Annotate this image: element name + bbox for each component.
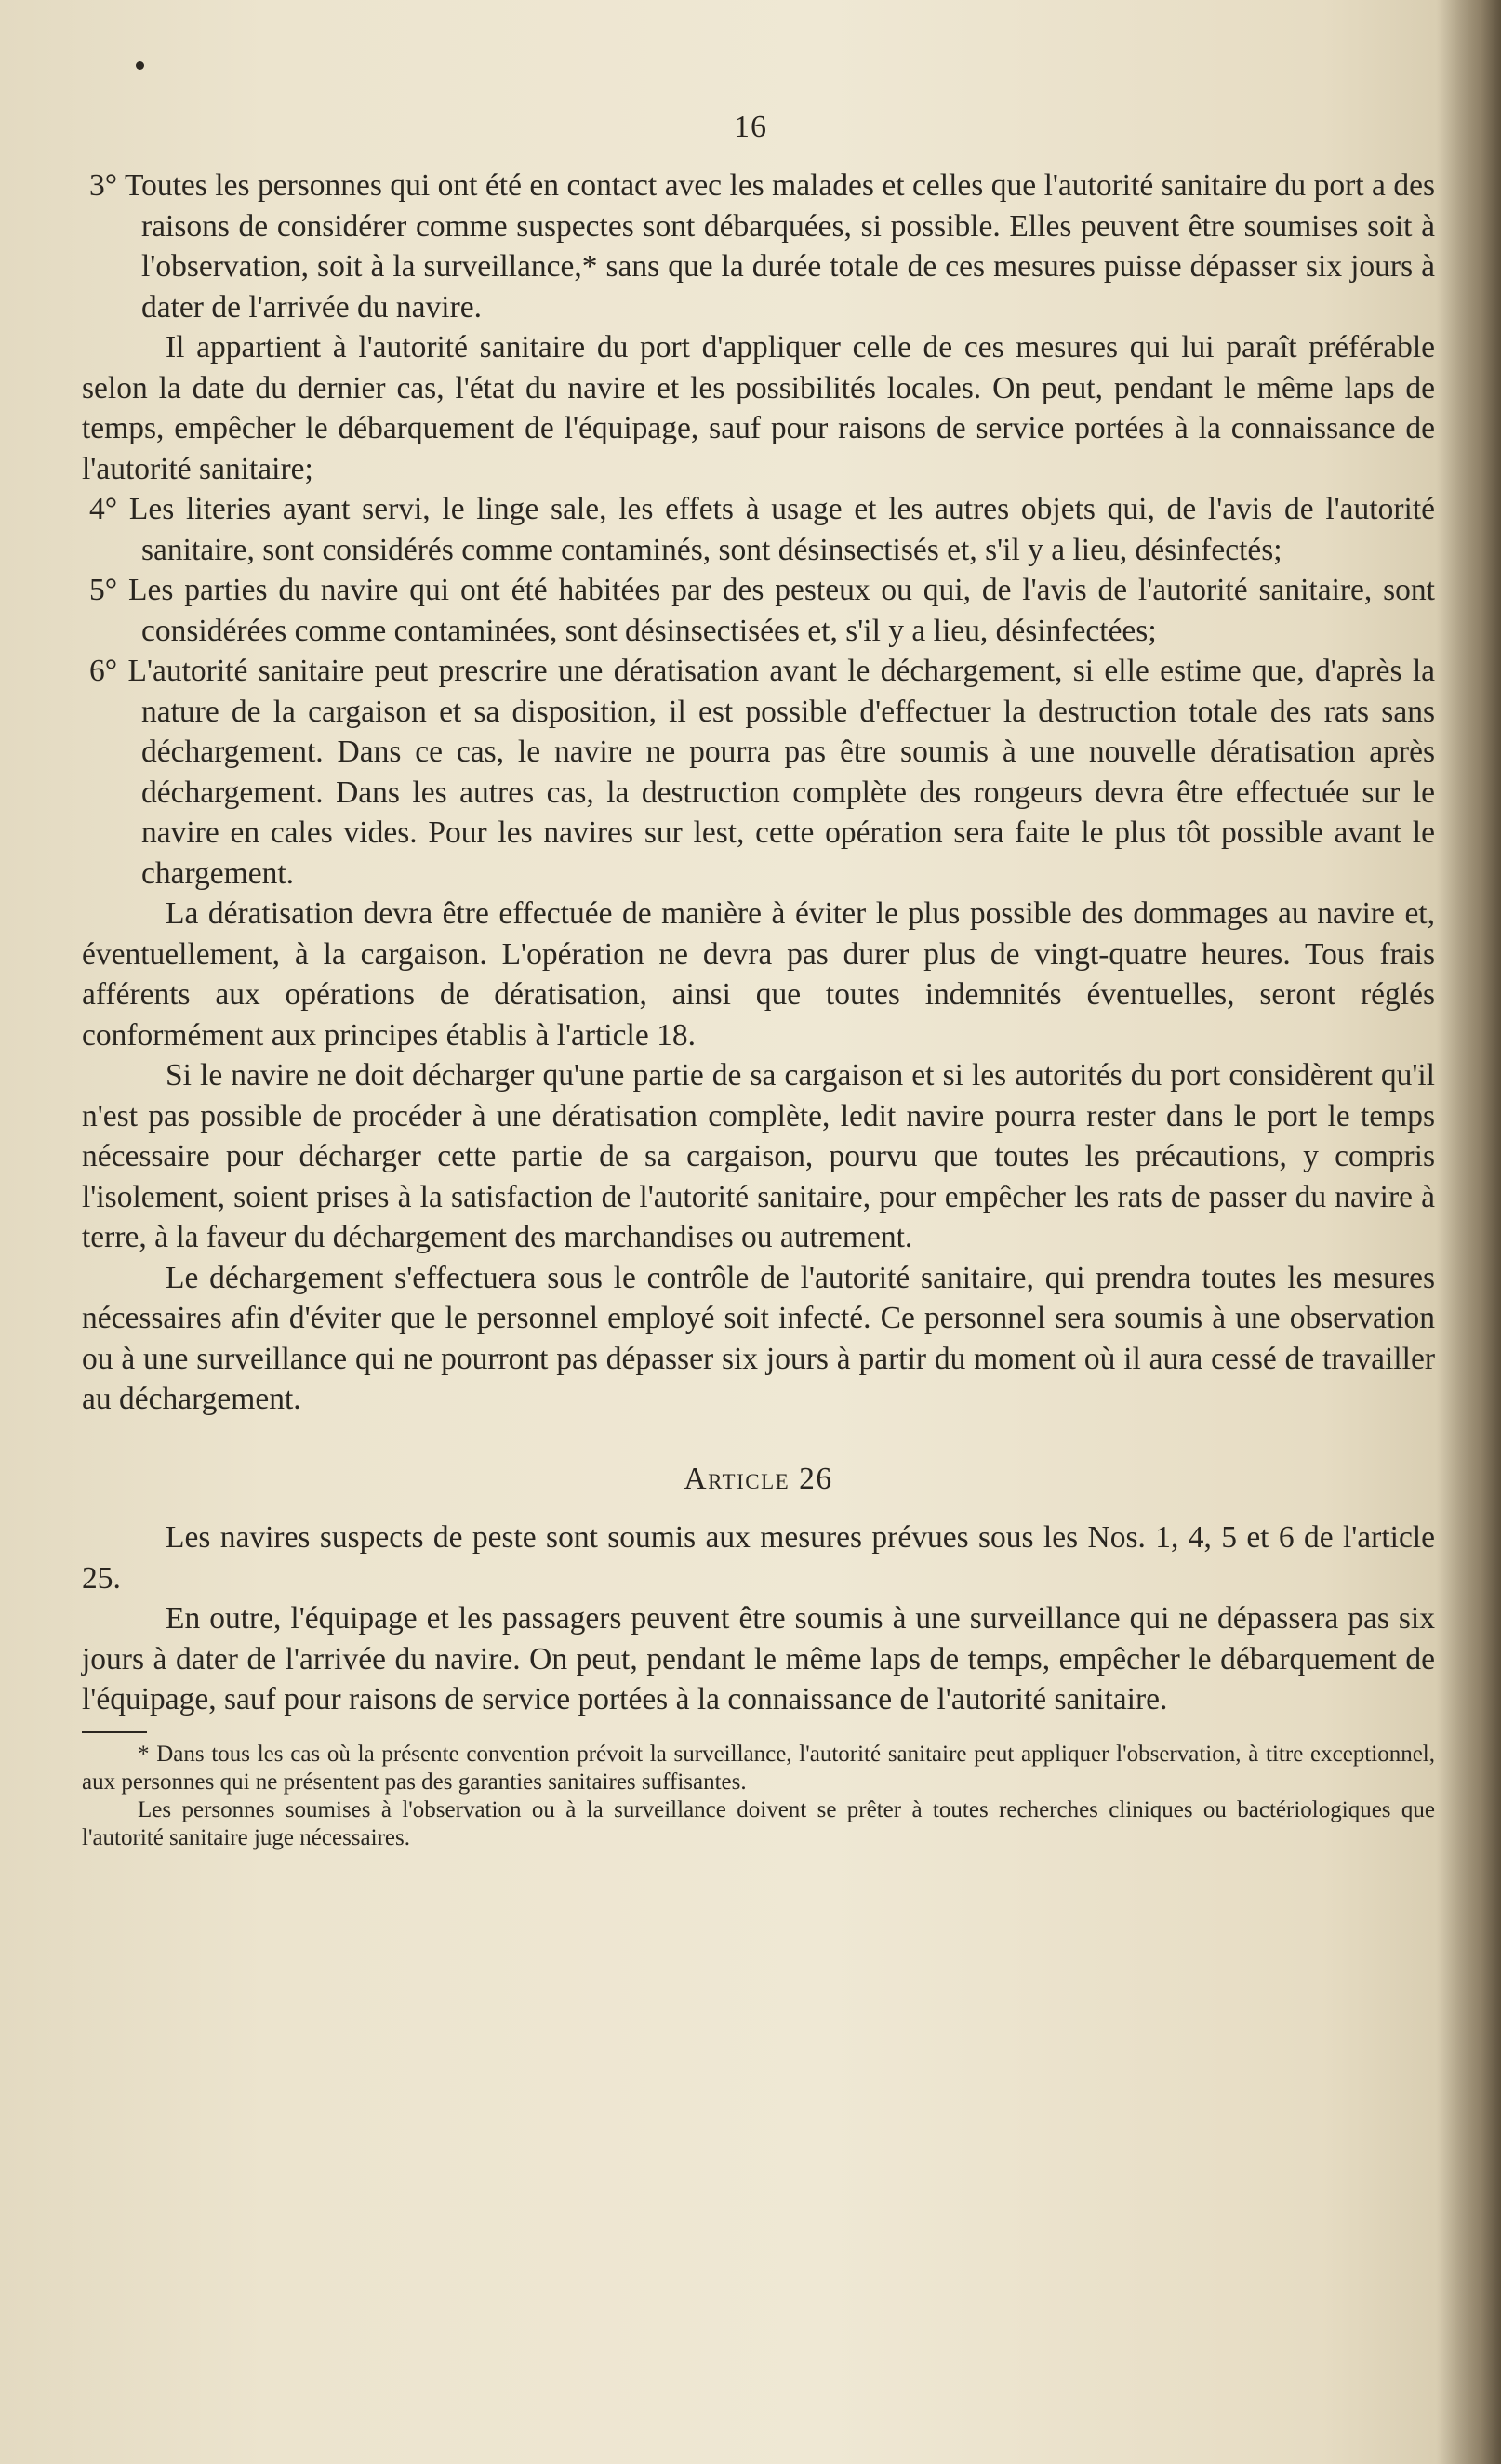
item-4: 4° Les literies ayant servi, le linge sale, les effets à usage et les autres objets qui, de l'avis de l'autorité sanitaire, sont considérés comme contaminés, sont désinsectisés et, s'il y a lieu, désinfectés; — [89, 492, 1435, 567]
unloading-control-paragraph: Le déchargement s'effectuera sous le contrôle de l'autorité sanitaire, qui prendra toutes les mesures nécessaires afin d'éviter que le personnel employé soit infecté. Ce personnel sera soumis à une observation ou à une surveillance qui ne pourront pas dépasser six jours à partir du moment où il aura cessé de travailler au déchargement. — [82, 1260, 1435, 1416]
footnotes — [82, 1741, 1435, 1852]
item-6: 6° L'autorité sanitaire peut prescrire une dératisation avant le déchargement, si elle estime que, d'après la nature de la cargaison et sa disposition, il est possible d'effectuer la destruction totale des rats sans déchargement. Dans ce cas, le navire ne pourra pas être soumis à une nouvelle dératisation après déchargement. Dans les autres cas, la destruction complète des rongeurs devra être effectuée sur le navire en cales vides. Pour les navires sur lest, cette opération sera faite le plus tôt possible avant le chargement. — [89, 654, 1435, 891]
page-edge-shadow — [1436, 0, 1501, 2464]
item-5: 5° Les parties du navire qui ont été habitées par des pesteux ou qui, de l'avis de l'autorité sanitaire, sont considérées comme contaminées, sont désinsectisées et, s'il y a lieu, désinfectées; — [89, 573, 1435, 648]
footnote-1: * Dans tous les cas où la présente convention prévoit la surveillance, l'autorité sanitaire peut appliquer l'observation, à titre exceptionnel, aux personnes qui ne présentent pas des garanties sanitaires suffisantes. — [82, 1741, 1435, 1795]
footnote-2: Les personnes soumises à l'observation ou à la surveillance doivent se prêter à toutes recherches cliniques ou bactériologiques que l'autorité sanitaire juge nécessaires. — [82, 1796, 1435, 1850]
print-speck — [136, 61, 144, 70]
item-6-continued: La dératisation devra être effectuée de manière à éviter le plus possible des dommages au navire et, éventuellement, à la cargaison. L'opération ne devra pas durer plus de vingt-quatre heures. Tous frais afférents aux opérations de dératisation, ainsi que toutes indemnités éventuelles, seront réglés conformément aux principes établis à l'article 18. — [82, 896, 1435, 1053]
article-26-paragraph-2: En outre, l'équipage et les passagers peuvent être soumis à une surveillance qui ne dépassera pas six jours à dater de l'arrivée du navire. On peut, pendant le même laps de temps, empêcher le débarquement de l'équipage, sauf pour raisons de service portées à la connaissance de l'autorité sanitaire. — [82, 1601, 1435, 1716]
partial-unloading-paragraph: Si le navire ne doit décharger qu'une partie de sa cargaison et si les autorités du port considèrent qu'il n'est pas possible de procéder à une dératisation complète, ledit navire pourra rester dans le port le temps nécessaire pour décharger cette partie de sa cargaison, pourvu que toutes les précautions, y compris l'isolement, soient prises à la satisfaction de l'autorité sanitaire, pour empêcher les rats de passer du navire à terre, à la faveur du déchargement des marchandises ou autrement. — [82, 1058, 1435, 1254]
footnote-divider — [82, 1731, 147, 1733]
article-26-paragraph-1: Les navires suspects de peste sont soumis aux mesures prévues sous les Nos. 1, 4, 5 et 6 de l'article 25. — [82, 1520, 1435, 1596]
article-heading: Article 26 — [684, 1461, 833, 1496]
body-text — [82, 166, 1435, 1852]
item-3: 3° Toutes les personnes qui ont été en contact avec les malades et celles que l'autorité sanitaire du port a des raisons de considérer comme suspectes sont débarquées, si possible. Elles peuvent être soumises soit à l'observation, soit à la surveillance,* sans que la durée totale de ces mesures puisse dépasser six jours à dater de l'arrivée du navire. — [89, 168, 1435, 325]
item-3-continued: Il appartient à l'autorité sanitaire du port d'appliquer celle de ces mesures qui lui paraît préférable selon la date du dernier cas, l'état du navire et les possibilités locales. On peut, pendant le même laps de temps, empêcher le débarquement de l'équipage, sauf pour raisons de service portées à la connaissance de l'autorité sanitaire; — [82, 330, 1435, 486]
page-number: 16 — [734, 110, 767, 144]
